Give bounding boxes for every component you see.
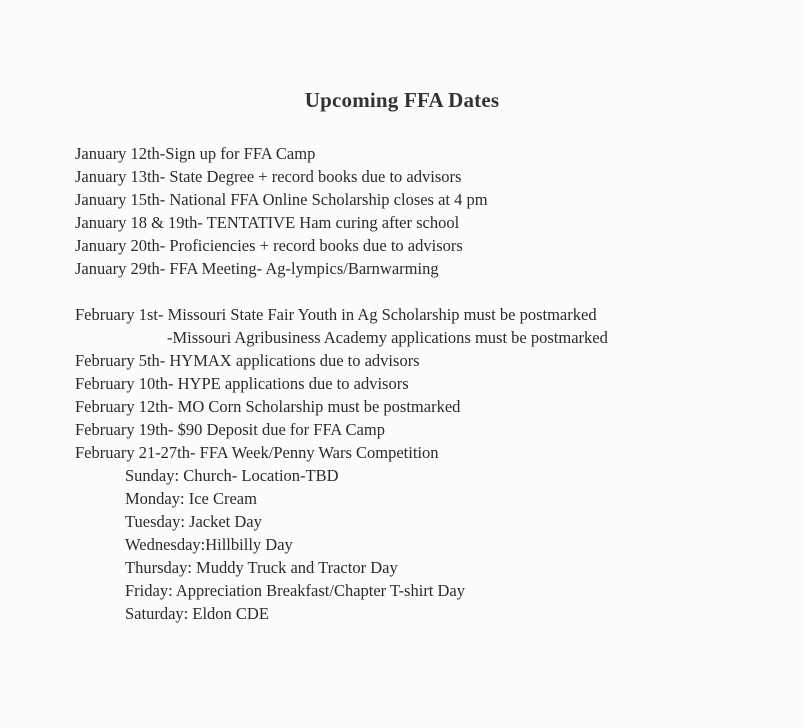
january-item: January 12th-Sign up for FFA Camp xyxy=(75,144,316,163)
ffa-week-day: Monday: Ice Cream xyxy=(125,489,257,508)
february-item-continuation: -Missouri Agribusiness Academy applications must be postmarked xyxy=(167,328,608,347)
ffa-week-day: Saturday: Eldon CDE xyxy=(125,604,269,623)
february-item: February 10th- HYPE applications due to advisors xyxy=(75,374,409,393)
february-item: February 1st- Missouri State Fair Youth in Ag Scholarship must be postmarked xyxy=(75,305,597,324)
ffa-week-day: Thursday: Muddy Truck and Tractor Day xyxy=(125,558,398,577)
ffa-week-day: Tuesday: Jacket Day xyxy=(125,512,262,531)
january-item: January 20th- Proficiencies + record books due to advisors xyxy=(75,236,463,255)
page-title: Upcoming FFA Dates xyxy=(304,88,500,112)
ffa-week-day: Wednesday:Hillbilly Day xyxy=(125,535,293,554)
january-item: January 13th- State Degree + record books due to advisors xyxy=(75,167,462,186)
february-item: February 19th- $90 Deposit due for FFA Camp xyxy=(75,420,385,439)
ffa-week-day: Friday: Appreciation Breakfast/Chapter T-shirt Day xyxy=(125,581,466,600)
february-item: February 12th- MO Corn Scholarship must be postmarked xyxy=(75,397,461,416)
january-item: January 15th- National FFA Online Scholarship closes at 4 pm xyxy=(75,190,488,209)
january-item: January 29th- FFA Meeting- Ag-lympics/Barnwarming xyxy=(75,259,439,278)
ffa-week-day: Sunday: Church- Location-TBD xyxy=(125,466,339,485)
february-item: February 21-27th- FFA Week/Penny Wars Competition xyxy=(75,443,439,462)
february-item: February 5th- HYMAX applications due to advisors xyxy=(75,351,420,370)
january-item: January 18 & 19th- TENTATIVE Ham curing after school xyxy=(75,213,460,232)
